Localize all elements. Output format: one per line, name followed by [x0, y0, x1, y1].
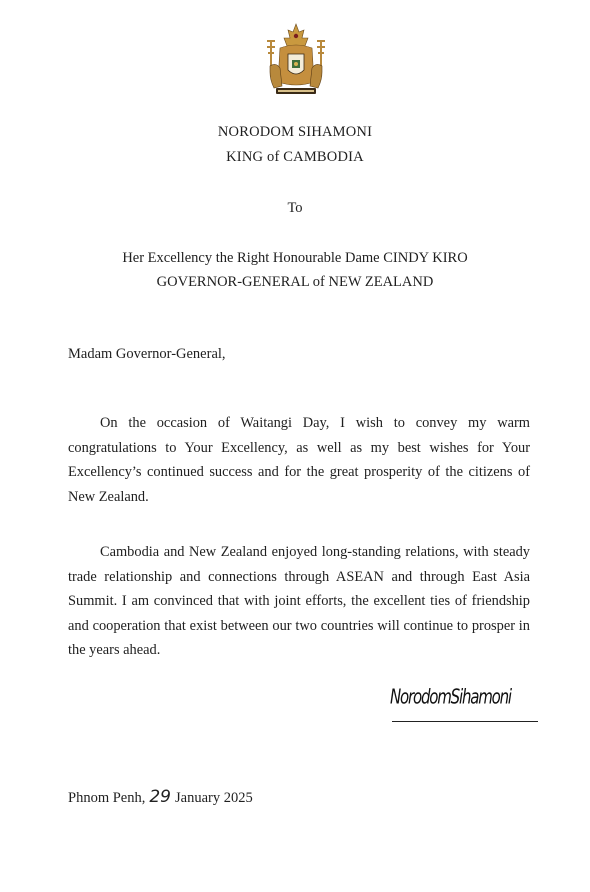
handwritten-day: 29 — [149, 787, 171, 807]
body-paragraph-1: On the occasion of Waitangi Day, I wish to convey my warm congratulations to Your Excellency, as well as my best wishes for Your Excellency’s continued success and for the great prosperity of the citizens of New Zealand. — [68, 415, 530, 505]
sender-title: KING of CAMBODIA — [226, 149, 364, 165]
body-paragraph-2: Cambodia and New Zealand enjoyed long-standing relations, with steady trade relationship and connections through ASEAN and through East Asia Summit. I am convinced that with joint efforts, the excellent ties of friendship and cooperation that exist between our two countries will continue to prosper in the years ahead. — [68, 544, 530, 658]
royal-coat-of-arms-emblem — [264, 22, 328, 100]
recipient-line-1: Her Excellency the Right Honourable Dame CINDY KIRO — [122, 250, 468, 266]
salutation: Madam Governor-General, — [68, 346, 226, 362]
signature-underline — [392, 721, 538, 722]
to-label: To — [287, 200, 303, 216]
signature — [388, 684, 548, 730]
place-and-date — [68, 787, 253, 807]
month-year: January 2025 — [174, 790, 253, 806]
signature-handwriting: NorodomSihamoni — [390, 684, 511, 710]
place: Phnom Penh, — [68, 790, 146, 806]
sender-name: NORODOM SIHAMONI — [217, 124, 373, 140]
recipient-line-2: GOVERNOR-GENERAL of NEW ZEALAND — [156, 274, 434, 290]
